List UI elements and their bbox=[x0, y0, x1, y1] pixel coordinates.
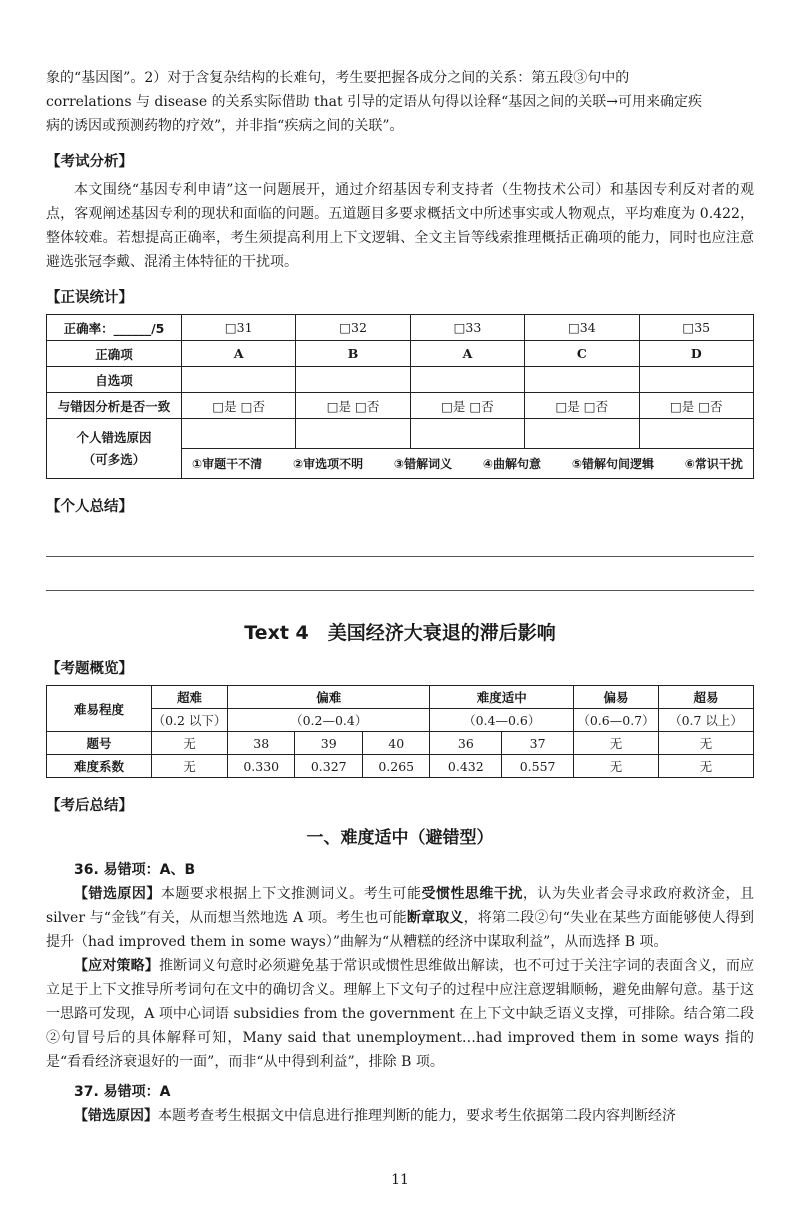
page-number: 11 bbox=[391, 1172, 409, 1188]
difficulty-label: 难易程度 bbox=[47, 686, 152, 732]
reason-option[interactable]: ②审选项不明 bbox=[292, 457, 364, 471]
reason-text: 本题要求根据上下文推测词义。考生可能 bbox=[160, 886, 422, 902]
question-number-cell: 39 bbox=[295, 732, 362, 755]
yes-no-checkbox[interactable]: □是 □否 bbox=[639, 393, 754, 419]
level-name: 偏易 bbox=[574, 686, 659, 709]
correct-label: 正确项 bbox=[47, 341, 182, 367]
reason-option[interactable]: ①审题干不清 bbox=[192, 457, 263, 471]
question-checkbox[interactable]: □32 bbox=[296, 315, 410, 341]
reason-option[interactable]: ④曲解句意 bbox=[482, 457, 542, 471]
reason-cell[interactable] bbox=[182, 419, 296, 449]
level-name: 超难 bbox=[152, 686, 228, 709]
yes-no-checkbox[interactable]: □是 □否 bbox=[296, 393, 410, 419]
level-range: （0.6—0.7） bbox=[574, 709, 659, 732]
level-range: （0.2 以下） bbox=[152, 709, 228, 732]
post-exam-heading: 【考后总结】 bbox=[46, 798, 133, 814]
question-number-cell: 36 bbox=[430, 732, 502, 755]
reason-cell[interactable] bbox=[525, 419, 639, 449]
overview-heading: 【考题概览】 bbox=[46, 661, 133, 677]
reason-cell[interactable] bbox=[296, 419, 410, 449]
question-number-cell: 无 bbox=[659, 732, 754, 755]
yes-no-checkbox[interactable]: □是 □否 bbox=[182, 393, 296, 419]
strategy-text: 推断词义句意时必须避免基于常识或惯性思维做出解读，也不可过于关注字词的表面含义，而应立足于上下文推导所考词句在文中的确切含义。理解上下文句子的过程中应注意逻辑顺畅，避免曲解句意。基于这一思路可发现，A 项中心词语 subsidies from the government 在上下文中缺乏语义支撑，可排除。结合第二段②句冒号后的具体解释可知，Many said that unemployment…had improved them in some ways 指的是“看看经济衰退好的一面”，而非“从中得到利益”，排除 B 项。 bbox=[46, 958, 755, 1070]
difficulty-table bbox=[46, 685, 754, 778]
reason-option[interactable]: ⑥常识干扰 bbox=[684, 457, 743, 471]
level-name: 超易 bbox=[659, 686, 754, 709]
coefficient-cell: 无 bbox=[152, 755, 228, 778]
q37-reason bbox=[46, 1104, 754, 1128]
q36-reason bbox=[46, 882, 754, 954]
correct-answer: A bbox=[182, 341, 296, 367]
level-name: 难度适中 bbox=[430, 686, 574, 709]
reason-text: ，将第二段②句“失业在某些方面能够使人得到提升（had improved them in some ways）”曲解为“从糟糕的经济中谋取利益”，从而选择 B 项。 bbox=[46, 910, 754, 950]
level-range: （0.4—0.6） bbox=[430, 709, 574, 732]
reason-label bbox=[47, 419, 182, 479]
intro-line: 象的“基因图”。2）对于含复杂结构的长难句，考生要把握各成分之间的关系：第五段③句中的 bbox=[46, 70, 630, 86]
question-number-label: 题号 bbox=[47, 732, 152, 755]
question-checkbox[interactable]: □31 bbox=[182, 315, 296, 341]
page-content bbox=[46, 66, 754, 1128]
self-choice-cell[interactable] bbox=[410, 367, 524, 393]
self-choice-cell[interactable] bbox=[525, 367, 639, 393]
summary-heading: 【个人总结】 bbox=[46, 499, 133, 515]
question-number-cell: 40 bbox=[362, 732, 429, 755]
self-choice-cell[interactable] bbox=[296, 367, 410, 393]
question-number-cell: 37 bbox=[502, 732, 574, 755]
question-checkbox[interactable]: □34 bbox=[525, 315, 639, 341]
correct-answer: A bbox=[410, 341, 524, 367]
q36-heading: 36. 易错项：A、B bbox=[74, 862, 196, 878]
question-checkbox[interactable]: □35 bbox=[639, 315, 754, 341]
q36-strategy bbox=[46, 954, 754, 1074]
exam-analysis-heading: 【考试分析】 bbox=[46, 154, 133, 170]
reason-tag: 【错选原因】 bbox=[74, 1108, 158, 1124]
section-title: 一、难度适中（避错型） bbox=[306, 828, 494, 848]
intro-line: 病的诱因或预测药物的疗效”，并非指“疾病之间的关联”。 bbox=[46, 118, 404, 134]
coefficient-cell: 无 bbox=[659, 755, 754, 778]
strategy-tag: 【应对策略】 bbox=[74, 958, 160, 974]
correct-answer: D bbox=[639, 341, 754, 367]
coefficient-cell: 0.327 bbox=[295, 755, 362, 778]
level-name: 偏难 bbox=[228, 686, 430, 709]
reason-cell[interactable] bbox=[639, 419, 754, 449]
intro-paragraph bbox=[46, 66, 754, 138]
coefficient-cell: 0.432 bbox=[430, 755, 502, 778]
exam-analysis-text: 本文围绕“基因专利申请”这一问题展开，通过介绍基因专利支持者（生物技术公司）和基因专利反对者的观点，客观阐述基因专利的现状和面临的问题。五道题目多要求概括文中所述事实或人物观点，平均难度为 0.422，整体较难。若想提高正确率，考生须提高利用上下文逻辑、全文主旨等线索推理概括正确项的能力，同时也应注意避选张冠李戴、混淆主体特征的干扰项。 bbox=[46, 182, 754, 270]
coefficient-label: 难度系数 bbox=[47, 755, 152, 778]
reason-option[interactable]: ⑤错解句间逻辑 bbox=[571, 457, 654, 471]
reason-options bbox=[182, 449, 754, 479]
self-choice-cell[interactable] bbox=[639, 367, 754, 393]
yes-no-checkbox[interactable]: □是 □否 bbox=[525, 393, 639, 419]
coefficient-cell: 0.557 bbox=[502, 755, 574, 778]
summary-line[interactable] bbox=[46, 523, 754, 557]
stats-heading: 【正误统计】 bbox=[46, 290, 133, 306]
coefficient-cell: 0.330 bbox=[228, 755, 295, 778]
question-number-cell: 无 bbox=[152, 732, 228, 755]
question-checkbox[interactable]: □33 bbox=[410, 315, 524, 341]
level-range: （0.2—0.4） bbox=[228, 709, 430, 732]
q37-heading: 37. 易错项：A bbox=[74, 1084, 171, 1100]
reason-tag: 【错选原因】 bbox=[74, 886, 161, 902]
accuracy-table bbox=[46, 314, 754, 479]
yes-no-checkbox[interactable]: □是 □否 bbox=[410, 393, 524, 419]
emphasis: 断章取义 bbox=[406, 910, 464, 926]
coefficient-cell: 无 bbox=[574, 755, 659, 778]
intro-line: correlations 与 disease 的关系实际借助 that 引导的定语从句得以诠释“基因之间的关联→可用来确定疾 bbox=[46, 94, 702, 110]
question-number-cell: 38 bbox=[228, 732, 295, 755]
accuracy-label: 正确率：______/5 bbox=[47, 315, 182, 341]
reason-cell[interactable] bbox=[410, 419, 524, 449]
reason-text: ，认为失业者会寻求政府救济金，且 silver 与“金钱”有关，从而想当然地选 A 项。考生也可能 bbox=[46, 886, 755, 926]
reason-option[interactable]: ③错解词义 bbox=[393, 457, 453, 471]
emphasis: 受惯性思维干扰 bbox=[421, 886, 523, 902]
level-range: （0.7 以上） bbox=[659, 709, 754, 732]
self-choice-label: 自选项 bbox=[47, 367, 182, 393]
correct-answer: B bbox=[296, 341, 410, 367]
summary-line[interactable] bbox=[46, 557, 754, 591]
consistency-label: 与错因分析是否一致 bbox=[47, 393, 182, 419]
text4-title: Text 4 美国经济大衰退的滞后影响 bbox=[244, 622, 556, 644]
self-choice-cell[interactable] bbox=[182, 367, 296, 393]
reason-text: 本题考查考生根据文中信息进行推理判断的能力，要求考生依据第二段内容判断经济 bbox=[158, 1108, 676, 1124]
coefficient-cell: 0.265 bbox=[362, 755, 429, 778]
reason-label-line: 个人错选原因 bbox=[76, 429, 152, 445]
reason-label-line: （可多选） bbox=[82, 451, 146, 467]
question-number-cell: 无 bbox=[574, 732, 659, 755]
correct-answer: C bbox=[525, 341, 639, 367]
